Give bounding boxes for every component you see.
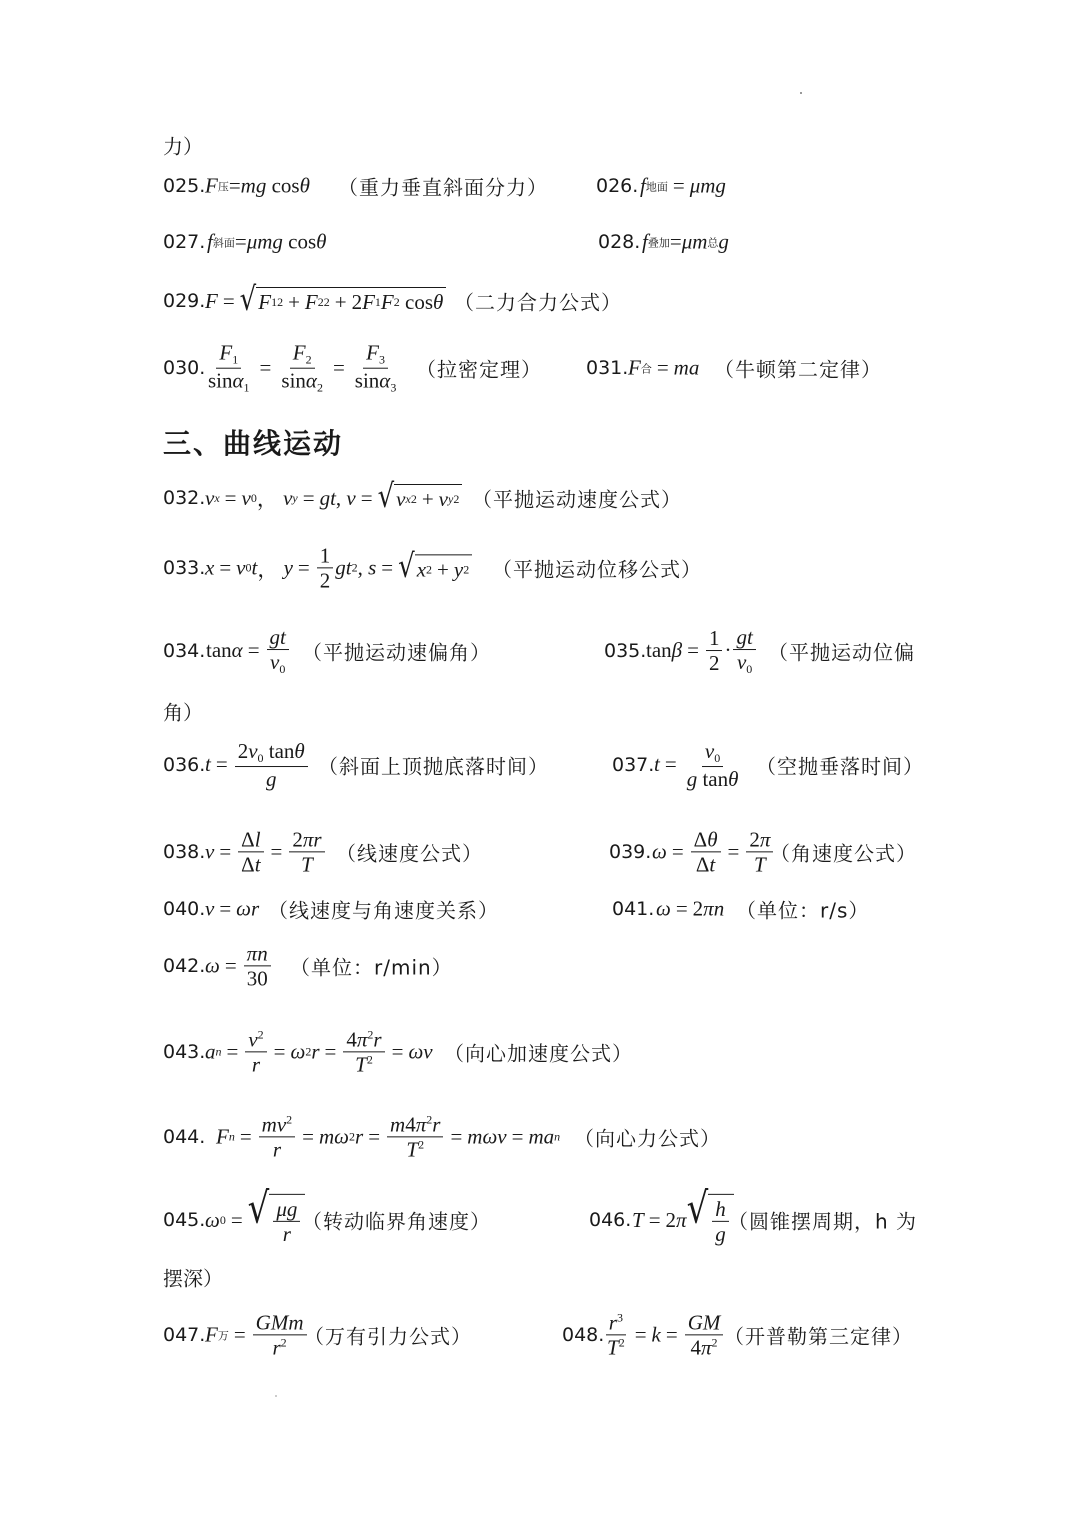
formula-number: 038. — [163, 841, 206, 863]
formula-033: x = v 0 t ， y = $\frac{1}{2}$ gt 2 , s = √ x 2 + y 2 — [205, 543, 472, 592]
formula-026: f 地面 = μmg — [640, 173, 726, 198]
formula-042: ω = $\frac{\pi n}{30}$ — [205, 941, 273, 990]
scan-speck — [800, 92, 802, 94]
formula-note: （单位：r/s） — [736, 898, 870, 923]
scan-speck — [275, 1395, 277, 1397]
formula-number: 033. — [163, 557, 206, 579]
formula-note: （万有引力公式） — [304, 1324, 472, 1349]
formula-035: tan β = $\frac{1}{2}$ · $\frac{gt}{v_0}$ — [646, 625, 758, 677]
formula-041: ω = 2 πn — [656, 896, 725, 921]
formula-037: t = $\frac{v_0}{\text{g tanθ}}$ — [654, 739, 739, 791]
continuation-text: 角） — [163, 700, 203, 725]
formula-031: F 合 = ma — [628, 355, 700, 380]
formula-note: （平抛运动速度公式） — [472, 487, 682, 512]
formula-number: 026. — [596, 175, 639, 197]
formula-034: tan α = $\frac{gt}{v_0}$ — [206, 625, 291, 677]
formula-note: （平抛运动位移公式） — [492, 557, 702, 582]
formula-note: （拉密定理） — [416, 357, 542, 382]
formula-number: 030. — [163, 357, 206, 379]
formula-note: （线速度与角速度关系） — [268, 898, 499, 923]
formula-047: F 万 = $\frac{\text{GMm}}{r^2}$ — [205, 1310, 309, 1359]
formula-number: 046. — [589, 1209, 632, 1231]
formula-045: ω 0 = √ $\frac{\mu g}{r}$ — [205, 1194, 305, 1246]
formula-number: 048. — [562, 1324, 605, 1346]
formula-036: t = $\frac{2v_0 \tan\theta}{g}$ — [205, 739, 310, 791]
formula-030: $\frac{F_1}{\sin\alpha_1}$ = $\frac{F_2}{\sin\alpha_2}$ = $\frac{F_3}{\sin\alpha_3}$ — [208, 340, 397, 395]
formula-048: $\frac{r^3}{T^2}$ = k = $\frac{GM}{4\pi^2}$ — [602, 1310, 725, 1359]
formula-note: （转动临界角速度） — [302, 1209, 491, 1234]
formula-number: 047. — [163, 1324, 206, 1346]
formula-note: （向心力公式） — [574, 1126, 721, 1151]
formula-number: 027. — [163, 231, 206, 253]
formula-025: F 压 = mg cos θ — [205, 173, 310, 198]
formula-note: （单位：r/min） — [290, 955, 453, 980]
formula-046: T = 2 π √ $\frac{h}{g}$ — [632, 1194, 734, 1246]
formula-number: 032. — [163, 487, 206, 509]
formula-027: f 斜面 = μmg cos θ — [207, 229, 327, 254]
formula-note: （平抛运动位偏 — [768, 640, 915, 665]
formula-number: 044. — [163, 1126, 206, 1148]
formula-number: 045. — [163, 1209, 206, 1231]
formula-032: v x = v 0 ， v y = gt , v = √ v x 2 + v y 2 — [205, 483, 462, 513]
formula-number: 035. — [604, 640, 647, 662]
continuation-text: 力） — [163, 134, 203, 159]
section-heading: 三、曲线运动 — [163, 427, 344, 460]
formula-note: （二力合力公式） — [454, 290, 622, 315]
formula-number: 043. — [163, 1041, 206, 1063]
formula-number: 028. — [598, 231, 641, 253]
formula-note: （平抛运动速偏角） — [302, 640, 491, 665]
formula-number: 040. — [163, 898, 206, 920]
continuation-text: 摆深） — [163, 1266, 223, 1291]
formula-number: 036. — [163, 754, 206, 776]
formula-number: 029. — [163, 290, 206, 312]
formula-note: （向心加速度公式） — [444, 1041, 633, 1066]
formula-number: 025. — [163, 175, 206, 197]
formula-note: （线速度公式） — [336, 841, 483, 866]
formula-note: （斜面上顶抛底落时间） — [318, 754, 549, 779]
formula-043: a n = $\frac{v^2}{r}$ = ω 2 r = $\frac{4\pi^2r}{T^2}$ = ωv — [205, 1027, 433, 1077]
formula-039: ω = $\frac{\Delta\theta}{\Delta t}$ = $\frac{2\pi}{T}$ — [652, 827, 775, 876]
formula-number: 034. — [163, 640, 206, 662]
formula-number: 041. — [612, 898, 655, 920]
formula-note: （开普勒第三定律） — [724, 1324, 913, 1349]
formula-number: 042. — [163, 955, 206, 977]
formula-note: （牛顿第二定律） — [714, 357, 882, 382]
formula-029: F = √ F 1 2 + F 2 2 + 2 F 1 F 2 cos θ — [205, 287, 446, 315]
formula-number: 031. — [586, 357, 629, 379]
formula-044: F n = $\frac{mv^2}{r}$ = mω 2 r = $\frac{m4\pi^2r}{T^2}$ = mωv = ma n — [216, 1112, 561, 1162]
formula-note: （角速度公式） — [770, 841, 917, 866]
formula-note: （圆锥摆周期，h 为 — [728, 1209, 918, 1234]
formula-note: （重力垂直斜面分力） — [338, 175, 548, 200]
formula-040: v = ωr — [205, 896, 260, 921]
formula-note: （空抛垂落时间） — [756, 754, 924, 779]
formula-number: 039. — [609, 841, 652, 863]
formula-038: v = $\frac{\Delta l}{\Delta t}$ = $\frac{2\pi r}{T}$ — [205, 827, 327, 876]
formula-028: f 叠加 = μm 总 g — [642, 229, 729, 254]
formula-number: 037. — [612, 754, 655, 776]
